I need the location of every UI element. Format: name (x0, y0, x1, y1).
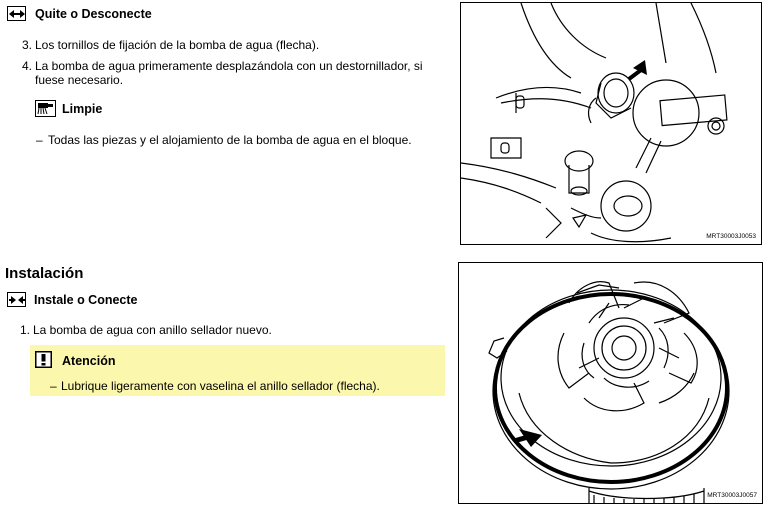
step-3-number: 3. (22, 38, 33, 52)
attention-note (30, 345, 445, 396)
install-subsection-title: Instale o Conecte (34, 293, 138, 307)
figure-water-pump-seal-ring-drawing (459, 263, 762, 503)
install-connect-arrows-icon (7, 292, 26, 307)
figure-water-pump-removal-drawing (461, 3, 761, 244)
step-4-number: 4. (22, 59, 33, 73)
install-step-1-text: La bomba de agua con anillo sellador nuevo. (33, 323, 272, 337)
step-4-text-line2: fuese necesario. (35, 73, 124, 87)
figure-code-2: MRT30003J0057 (707, 492, 757, 499)
installation-heading: Instalación (5, 265, 84, 282)
step-3-text: Los tornillos de fijación de la bomba de agua (flecha). (35, 38, 320, 52)
attention-text: Lubrique ligeramente con vaselina el anillo sellador (flecha). (61, 379, 380, 393)
brush-clean-icon (35, 100, 56, 117)
figure-water-pump-seal-ring (458, 262, 763, 504)
figure-water-pump-removal (460, 2, 762, 245)
attention-title: Atención (62, 354, 116, 368)
step-4-text-line1: La bomba de agua primeramente desplazándola con un destornillador, si (35, 59, 423, 73)
section-remove-title: Quite o Desconecte (35, 7, 152, 21)
clean-item-dash: – (36, 133, 43, 147)
remove-disconnect-arrows-icon (7, 6, 26, 21)
exclamation-icon (35, 351, 52, 368)
clean-item-text: Todas las piezas y el alojamiento de la bomba de agua en el bloque. (48, 133, 412, 147)
figure-code-1: MRT30003J0053 (706, 233, 756, 240)
section-clean-title: Limpie (62, 102, 103, 116)
attention-dash: – (50, 379, 57, 393)
install-step-1-number: 1. (20, 323, 31, 337)
